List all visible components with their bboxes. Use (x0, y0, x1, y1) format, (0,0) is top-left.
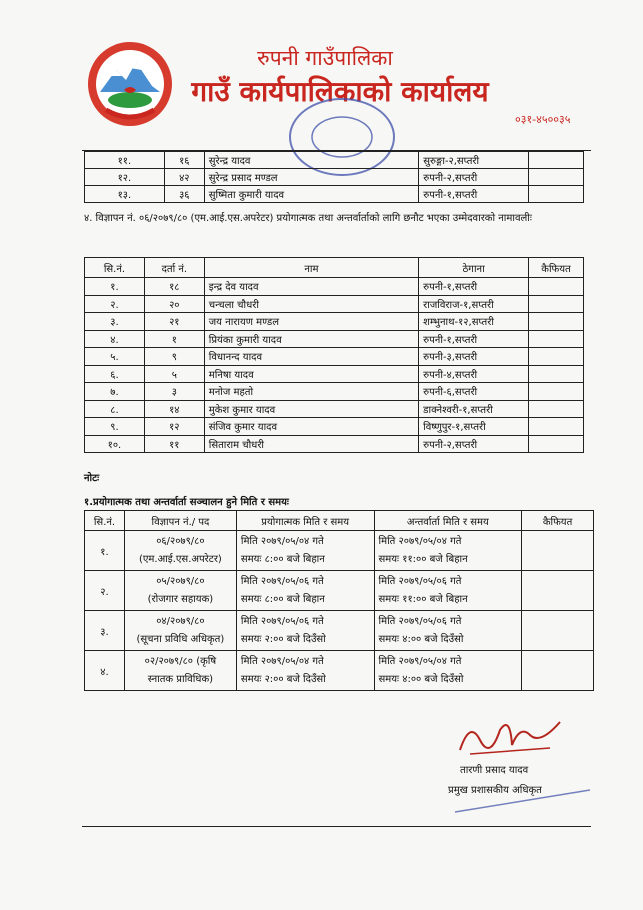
address-cell: रुपनी-६,सप्तरी (419, 383, 529, 401)
advertisement-cell (124, 531, 236, 571)
table-row (85, 313, 584, 331)
advertisement-cell-line2: (रोजगार सहायक) (147, 593, 214, 605)
name-cell: विधानन्द यादव (204, 348, 418, 366)
advertisement-cell (124, 571, 236, 611)
serial-cell: ३. (85, 611, 125, 651)
advertisement-cell-line1: ०२/२०७९/८० (कृषि (144, 655, 217, 667)
column-header: प्रयोगात्मक मिति र समय (236, 511, 374, 531)
remark-cell (522, 531, 594, 571)
serial-cell: २. (85, 295, 145, 313)
table-row (85, 295, 584, 313)
remark-cell (529, 383, 584, 401)
address-cell: सुरुङ्गा-२,सप्तरी (419, 152, 529, 169)
column-header: विज्ञापन नं./ पद (124, 511, 236, 531)
column-header: दर्ता नं. (144, 258, 204, 278)
office-name: गाउँ कार्यपालिकाको कार्यालय (191, 75, 489, 108)
interview-schedule-cell-line1: मिति २०७९/०५/०६ गते (378, 575, 462, 587)
table-row (85, 571, 594, 611)
address-cell: रुपनी-१,सप्तरी (419, 330, 529, 348)
remark-cell (529, 400, 584, 418)
note-label: नोटः (84, 473, 100, 484)
name-cell: सिताराम चौधरी (204, 435, 418, 453)
name-cell: मुकेश कुमार यादव (204, 400, 418, 418)
advertisement-cell (124, 651, 236, 691)
registration-cell: १८ (144, 278, 204, 296)
practical-schedule-cell (236, 531, 374, 571)
name-cell: चन्चला चौधरी (204, 295, 418, 313)
remark-cell (529, 186, 584, 203)
table-row (85, 531, 594, 571)
table-row (85, 365, 584, 383)
address-cell: रुपनी-२,सप्तरी (419, 435, 529, 453)
advertisement-cell-line2: (सूचना प्रविधि अधिकृत) (136, 633, 225, 645)
remark-cell (529, 152, 584, 169)
section-4-heading: ४. विज्ञापन नं. ०६/२०७९/८० (एम.आई.एस.अपरेटर) प्रयोगात्मक तथा अन्तर्वार्ताको लागि छनौट भएका उम्मेदवारको नामावलीः (84, 213, 532, 224)
remark-cell (529, 418, 584, 436)
table-row (85, 169, 584, 186)
name-cell: जय नारायण मण्डल (204, 313, 418, 331)
serial-cell: ६. (85, 365, 145, 383)
registration-cell: १२ (144, 418, 204, 436)
serial-cell: १२. (85, 169, 165, 186)
address-cell: डाक्नेश्वरी-१,सप्तरी (419, 400, 529, 418)
advertisement-cell (124, 611, 236, 651)
name-cell: सुष्मिता कुमारी यादव (204, 186, 418, 203)
address-cell: रुपनी-२,सप्तरी (419, 169, 529, 186)
phone-number: ०३१-४५००३५ (515, 113, 571, 126)
column-header: कैफियत (522, 511, 594, 531)
advertisement-cell-line1: ०५/२०७९/८० (156, 575, 205, 587)
remark-cell (529, 330, 584, 348)
address-cell: राजविराज-१,सप्तरी (419, 295, 529, 313)
signatory-name: तारणी प्रसाद यादव (460, 765, 529, 776)
practical-schedule-cell-line1: मिति २०७९/०५/०४ गते (240, 535, 324, 547)
remark-cell (529, 313, 584, 331)
registration-cell: ११ (144, 435, 204, 453)
serial-cell: १०. (85, 435, 145, 453)
nepal-emblem-logo (86, 40, 174, 128)
remark-cell (529, 295, 584, 313)
name-cell: प्रियंका कुमारी यादव (204, 330, 418, 348)
column-header: ठेगाना (419, 258, 529, 278)
serial-cell: ७. (85, 383, 145, 401)
advertisement-cell-line2: स्नातक प्राविधिक) (147, 673, 214, 685)
remark-cell (529, 278, 584, 296)
note-subheading: १.प्रयोगात्मक तथा अन्तर्वार्ता सञ्चालन हुने मिति र समयः (84, 497, 289, 508)
column-header: कैफियत (529, 258, 584, 278)
interview-schedule-cell-line2: समयः ११:०० बजे बिहान (378, 593, 468, 605)
table-row (85, 278, 584, 296)
advertisement-cell-line2: (एम.आई.एस.अपरेटर) (139, 553, 222, 565)
interview-schedule-cell-line1: मिति २०७९/०५/०४ गते (378, 535, 462, 547)
table-row (85, 330, 584, 348)
address-cell: विष्णुपुर-१,सप्तरी (419, 418, 529, 436)
interview-schedule-cell (374, 571, 522, 611)
serial-cell: १. (85, 278, 145, 296)
advertisement-cell-line1: ०६/२०७९/८० (156, 535, 205, 547)
practical-schedule-cell-line1: मिति २०७९/०५/०६ गते (240, 575, 324, 587)
registration-cell: ४२ (164, 169, 204, 186)
interview-schedule-cell-line2: समयः ४:०० बजे दिउँसो (378, 673, 464, 685)
interview-schedule-cell (374, 651, 522, 691)
practical-schedule-cell-line2: समयः ८:०० बजे बिहान (240, 593, 325, 605)
address-cell: शम्भुनाथ-१२,सप्तरी (419, 313, 529, 331)
registration-cell: २० (144, 295, 204, 313)
practical-schedule-cell-line2: समयः २:०० बजे दिउँसो (240, 633, 326, 645)
name-cell: मनोज महतो (204, 383, 418, 401)
signature (450, 710, 570, 760)
practical-schedule-cell-line2: समयः ८:०० बजे बिहान (240, 553, 325, 565)
table-row (85, 348, 584, 366)
serial-cell: ९. (85, 418, 145, 436)
remark-cell (522, 611, 594, 651)
registration-cell: ३ (144, 383, 204, 401)
remark-cell (529, 169, 584, 186)
table-row (85, 611, 594, 651)
remark-cell (529, 435, 584, 453)
column-header: सि.नं. (85, 258, 145, 278)
remark-cell (522, 571, 594, 611)
practical-schedule-cell (236, 651, 374, 691)
name-cell: सुरेन्द्र प्रसाद मण्डल (204, 169, 418, 186)
name-cell: मनिषा यादव (204, 365, 418, 383)
practical-schedule-cell-line1: मिति २०७९/०५/०४ गते (240, 655, 324, 667)
serial-cell: ३. (85, 313, 145, 331)
interview-schedule-cell-line1: मिति २०७९/०५/०६ गते (378, 615, 462, 627)
serial-cell: ११. (85, 152, 165, 169)
serial-cell: ८. (85, 400, 145, 418)
registration-cell: १ (144, 330, 204, 348)
registration-cell: ५ (144, 365, 204, 383)
candidates-table-continued (84, 151, 584, 203)
registration-cell: ९ (144, 348, 204, 366)
registration-cell: ३६ (164, 186, 204, 203)
serial-cell: १. (85, 531, 125, 571)
candidates-table (84, 257, 584, 453)
table-row (85, 418, 584, 436)
serial-cell: १३. (85, 186, 165, 203)
interview-schedule-cell (374, 531, 522, 571)
column-header: अन्तर्वार्ता मिति र समय (374, 511, 522, 531)
registration-cell: १६ (164, 152, 204, 169)
table-row (85, 383, 584, 401)
practical-schedule-cell-line1: मिति २०७९/०५/०६ गते (240, 615, 324, 627)
table-row (85, 152, 584, 169)
footer-divider (82, 826, 591, 827)
column-header: सि.नं. (85, 511, 125, 531)
table-row (85, 435, 584, 453)
interview-schedule-cell-line2: समयः ४:०० बजे दिउँसो (378, 633, 464, 645)
serial-cell: ४. (85, 330, 145, 348)
column-header: नाम (204, 258, 418, 278)
table-row (85, 400, 584, 418)
address-cell: रुपनी-३,सप्तरी (419, 348, 529, 366)
interview-schedule-cell-line1: मिति २०७९/०५/०४ गते (378, 655, 462, 667)
serial-cell: ४. (85, 651, 125, 691)
schedule-table (84, 510, 594, 691)
registration-cell: १४ (144, 400, 204, 418)
name-cell: इन्द्र देव यादव (204, 278, 418, 296)
serial-cell: २. (85, 571, 125, 611)
name-cell: सुरेन्द्र यादव (204, 152, 418, 169)
practical-schedule-cell (236, 571, 374, 611)
remark-cell (522, 651, 594, 691)
address-cell: रुपनी-१,सप्तरी (419, 186, 529, 203)
municipality-name: रुपनी गाउँपालिका (257, 46, 393, 70)
name-cell: संजिव कुमार यादव (204, 418, 418, 436)
practical-schedule-cell (236, 611, 374, 651)
designation-stamp (450, 762, 600, 822)
remark-cell (529, 348, 584, 366)
address-cell: रुपनी-१,सप्तरी (419, 278, 529, 296)
serial-cell: ५. (85, 348, 145, 366)
advertisement-cell-line1: ०४/२०७९/८० (156, 615, 205, 627)
address-cell: रुपनी-४,सप्तरी (419, 365, 529, 383)
interview-schedule-cell (374, 611, 522, 651)
interview-schedule-cell-line2: समयः ११:०० बजे बिहान (378, 553, 468, 565)
registration-cell: २१ (144, 313, 204, 331)
table-row (85, 651, 594, 691)
signatory-designation: प्रमुख प्रशासकीय अधिकृत (448, 785, 542, 796)
table-row (85, 186, 584, 203)
remark-cell (529, 365, 584, 383)
practical-schedule-cell-line2: समयः २:०० बजे दिउँसो (240, 673, 326, 685)
